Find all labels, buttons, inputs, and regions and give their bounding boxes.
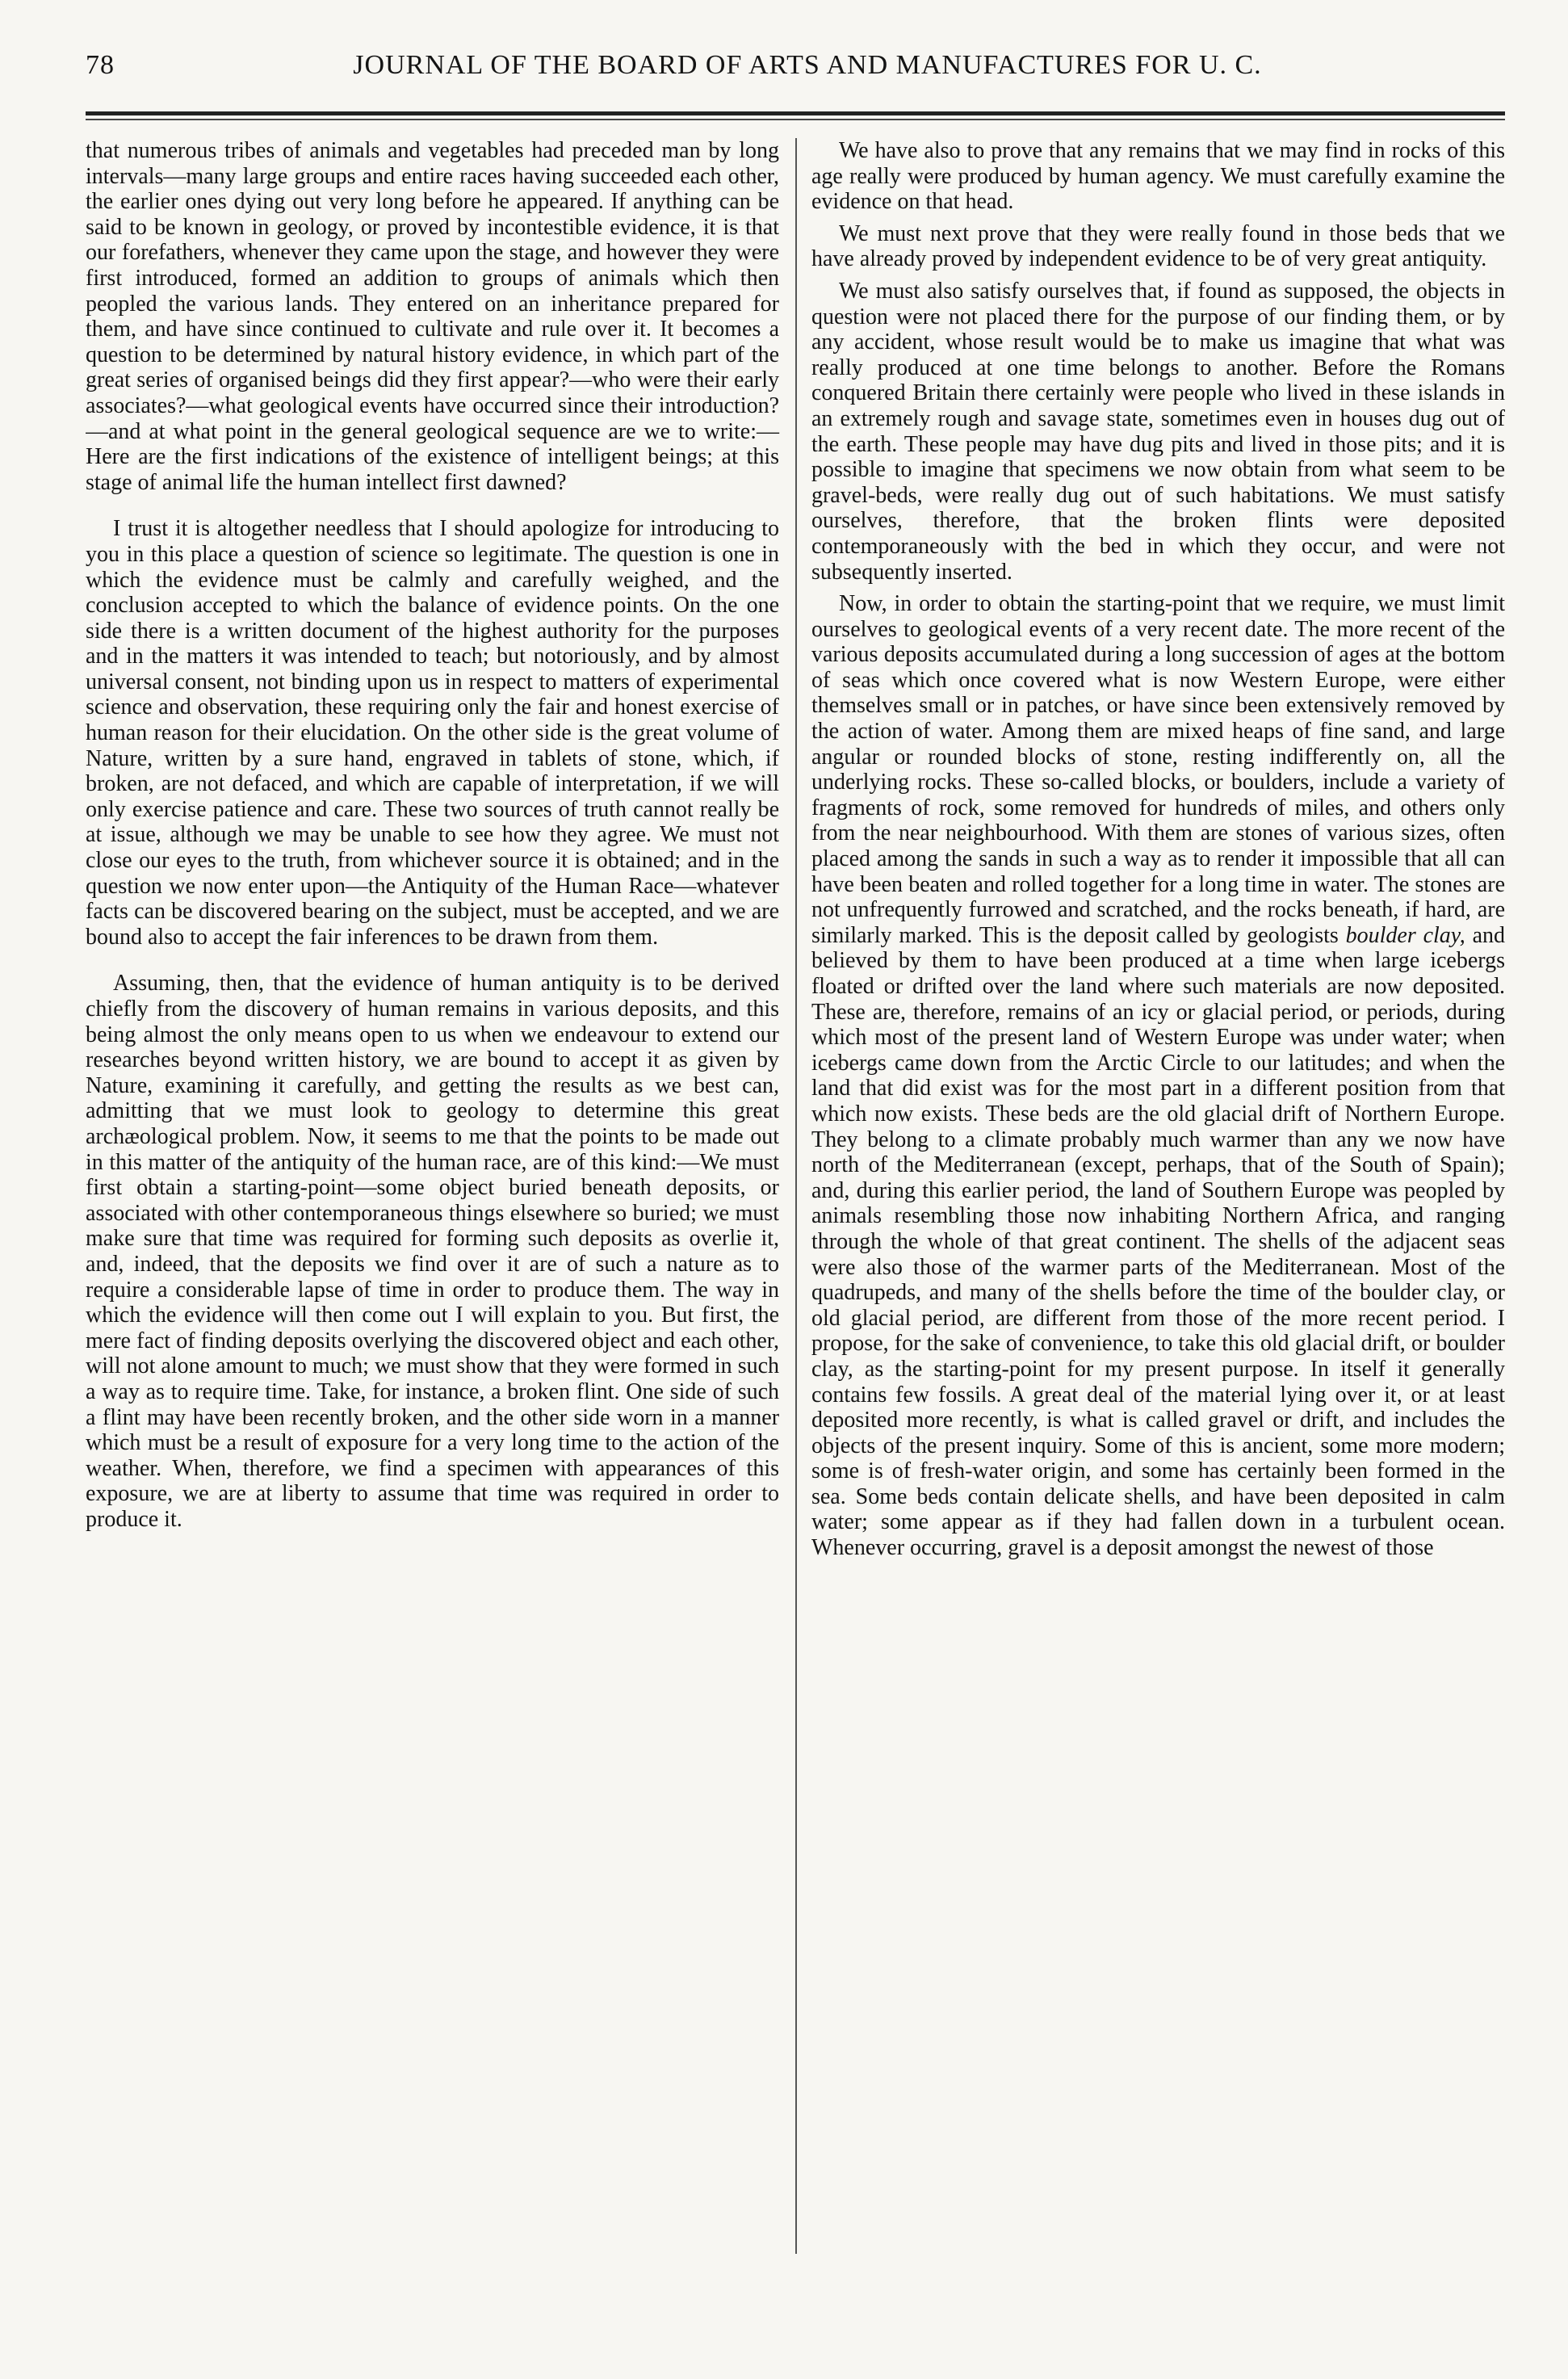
journal-title: JOURNAL OF THE BOARD OF ARTS AND MANUFACTURES FOR U. C. <box>353 50 1262 80</box>
left-paragraph-2: I trust it is altogether needless that I should apologize for introducing to you in this place a question of science so legitimate. The question is one in which the evidence must be calmly and carefully weighed, and the conclusion accepted to which the balance of evidence points. On the one side there is a written document of the highest authority for the purposes and in the matters it was intended to teach; but notoriously, and by almost universal consent, not binding upon us in respect to matters of experimental science and observation, these requiring only the fair and honest exercise of human reason for their elucidation. On the other side is the great volume of Nature, written by a sure hand, engraved in tablets of stone, which, if broken, are not defaced, and which are capable of interpretation, if we will only exercise patience and care. These two sources of truth cannot really be at issue, although we may be unable to see how they agree. We must not close our eyes to the truth, from whichever source it is obtained; and in the question we now enter upon—the Antiquity of the Human Race—whatever facts can be discovered bearing on the subject, must be accepted, and we are bound also to accept the fair inferences to be drawn from them. <box>86 516 780 950</box>
right-column <box>807 138 1505 2254</box>
column-divider <box>795 138 797 2254</box>
boulder-clay-term: boulder clay, <box>1345 922 1465 948</box>
header-rule-thick <box>86 111 1505 115</box>
page-number: 78 <box>86 50 115 80</box>
text-columns <box>86 138 1505 2254</box>
running-head <box>86 50 1505 100</box>
left-column <box>86 138 795 2254</box>
right-paragraph-2: We must next prove that they were really found in those beds that we have already proved by independent evidence to be of very great antiquity. <box>811 220 1505 272</box>
left-paragraph-3: Assuming, then, that the evidence of human antiquity is to be derived chiefly from the discovery of human remains in various deposits, and this being almost the only means open to us when we endeavour to extend our researches beyond written history, we are bound to accept it as given by Nature, examining it carefully, and getting the results as we best can, admitting that we must look to geology to determine this great archæological problem. Now, it seems to me that the points to be made out in this matter of the antiquity of the human race, are of this kind:—We must first obtain a starting-point—some object buried beneath deposits, or associated with other contemporaneous things elsewhere so buried; we must make sure that time was required for forming such deposits as overlie it, and, indeed, that the deposits we find over it are of such a nature as to require a considerable lapse of time in order to produce them. The way in which the evidence will then come out I will explain to you. But first, the mere fact of finding deposits overlying the discovered object and each other, will not alone amount to much; we must show that they were formed in such a way as to require time. Take, for instance, a broken flint. One side of such a flint may have been recently broken, and the other side worn in a manner which must be a result of exposure for a very long time to the action of the weather. When, therefore, we find a specimen with appearances of this exposure, we are at liberty to assume that time was required in order to produce it. <box>86 971 780 1532</box>
right-paragraph-4-part-a: Now, in order to obtain the starting-point that we require, we must limit ourselves to geological events of a very recent date. The more recent of the various deposits accumulated during a long succession of ages at the bottom of seas which once covered what is now Western Europe, were either themselves small or in patches, or have since been extensively removed by the action of water. Among them are mixed heaps of fine sand, and large angular or rounded blocks of stone, resting indifferently on, all the underlying rocks. These so-called blocks, or boulders, include a variety of fragments of rock, some removed for hundreds of miles, and others only from the near neighbourhood. With them are stones of various sizes, often placed among the sands in such a way as to render it impossible that all can have been beaten and rolled together for a long time in water. The stones are not unfrequently furrowed and scratched, and the rocks beneath, if hard, are similarly marked. This is the deposit called by geologists <box>811 591 1505 948</box>
right-paragraph-3: We must also satisfy ourselves that, if found as supposed, the objects in question were not placed there for the purpose of our finding them, or by any accident, whose result would be to make us imagine that what was really produced at one time belongs to another. Before the Romans conquered Britain there certainly were people who lived in these islands in an extremely rough and savage state, sometimes even in houses dug out of the earth. These people may have dug pits and lived in those pits; and it is possible to imagine that specimens we now obtain from what seem to be gravel-beds, were really dug out of such habitations. We must satisfy ourselves, therefore, that the broken flints were deposited contemporaneously with the bed in which they occur, and were not subsequently inserted. <box>811 278 1505 585</box>
right-paragraph-1: We have also to prove that any remains that we may find in rocks of this age really were produced by human agency. We must carefully examine the evidence on that head. <box>811 138 1505 215</box>
header-rule-thin <box>86 119 1505 120</box>
right-paragraph-4-part-b: and believed by them to have been produced at a time when large icebergs floated or drifted over the land where such materials are now deposited. These are, therefore, remains of an icy or glacial period, or periods, during which most of the present land of Western Europe was under water; when icebergs came down from the Arctic Circle to our latitudes; and when the land that did exist was for the most part in a different position from that which now exists. These beds are the old glacial drift of Northern Europe. They belong to a climate probably much warmer than any we now have north of the Mediterranean (except, perhaps, that of the South of Spain); and, during this earlier period, the land of Southern Europe was peopled by animals resembling those now inhabiting Northern Africa, and ranging through the whole of that great continent. The shells of the adjacent seas were also those of the warmer parts of the Mediterranean. Most of the quadrupeds, and many of the shells before the time of the boulder clay, or old glacial period, are different from those of the more recent period. I propose, for the sake of convenience, to take this old glacial drift, or boulder clay, as the starting-point for my present purpose. In itself it generally contains few fossils. A great deal of the material lying over it, or at least deposited more recently, is what is called gravel or drift, and includes the objects of the present inquiry. Some of this is ancient, some more modern; some is of fresh-water origin, and some has certainly been formed in the sea. Some beds contain delicate shells, and have been deposited in calm water; some appear as if they had fallen down in a turbulent ocean. Whenever occurring, gravel is a deposit amongst the newest of those <box>811 922 1505 1561</box>
right-paragraph-4 <box>811 591 1505 1561</box>
left-paragraph-1: that numerous tribes of animals and vegetables had preceded man by long intervals—many large groups and entire races having succeeded each other, the earlier ones dying out very long before he appeared. If anything can be said to be known in geology, or proved by incontestible evidence, it is that our forefathers, whenever they came upon the stage, and however they were first introduced, formed an addition to groups of animals which then peopled the various lands. They entered on an inheritance prepared for them, and have since continued to cultivate and rule over it. It becomes a question to be determined by natural history evidence, in which part of the great series of organised beings did they first appear?—who were their early associates?—what geological events have occurred since their introduction?—and at what point in the general geological sequence are we to write:—Here are the first indications of the existence of intelligent beings; at this stage of animal life the human intellect first dawned? <box>86 138 780 495</box>
